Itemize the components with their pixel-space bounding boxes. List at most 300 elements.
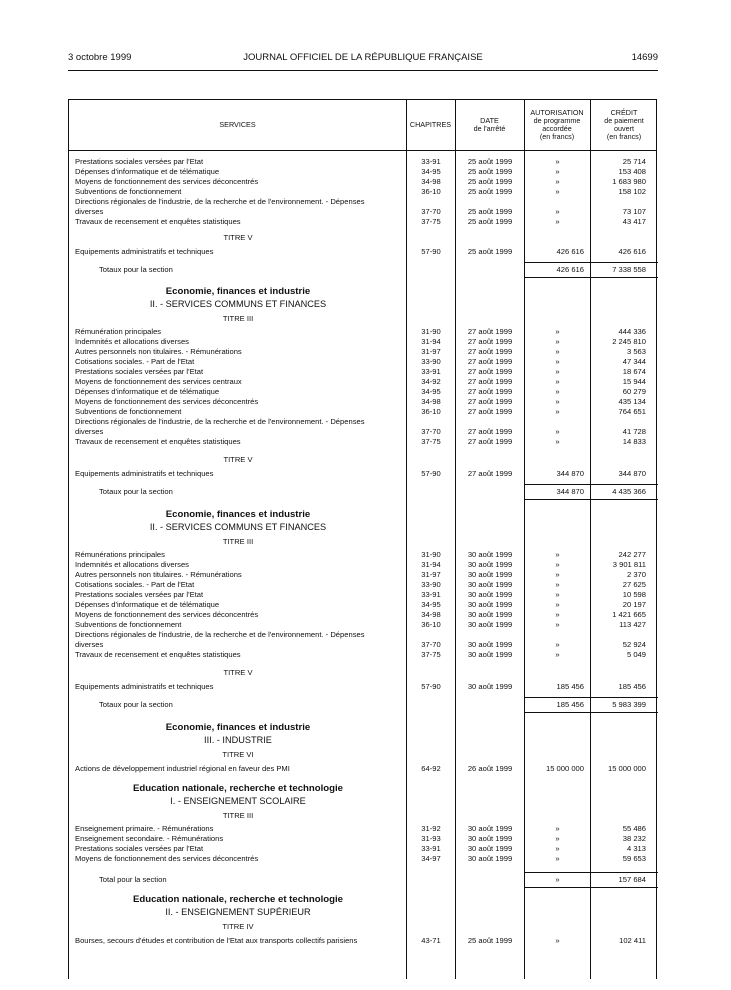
credit-cell: 113 427 xyxy=(619,620,646,629)
titre-heading: TITRE IV xyxy=(222,922,254,931)
date-cell: 27 août 1999 xyxy=(467,407,513,416)
service-label xyxy=(75,764,405,774)
table-row xyxy=(69,427,658,437)
service-label xyxy=(75,610,405,620)
service-label xyxy=(75,650,405,660)
autorisation-cell: » xyxy=(555,167,560,176)
chapitre-cell: 34-95 xyxy=(421,167,441,176)
date-cell: 27 août 1999 xyxy=(467,337,513,346)
table-row xyxy=(69,550,658,560)
totals-rule xyxy=(524,712,658,713)
date-cell: 27 août 1999 xyxy=(467,387,513,396)
titre-heading: TITRE V xyxy=(223,233,253,242)
service-label xyxy=(75,167,405,177)
chapitre-cell: 31-94 xyxy=(421,560,441,569)
service-text: Prestations sociales versées par l'Etat xyxy=(75,844,204,853)
credit-cell: 10 598 xyxy=(622,590,646,599)
service-text: Prestations sociales versées par l'Etat xyxy=(75,367,204,376)
table-row xyxy=(69,417,658,427)
credit-cell: 5 049 xyxy=(626,650,646,659)
chapitre-cell: 36-10 xyxy=(421,187,441,196)
credit-cell: 2 245 810 xyxy=(612,337,646,346)
date-cell: 30 août 1999 xyxy=(467,834,513,843)
date-cell: 27 août 1999 xyxy=(467,427,513,436)
table-row xyxy=(69,197,658,207)
table-row xyxy=(69,590,658,600)
service-label xyxy=(75,620,405,630)
chapitre-cell: 37-70 xyxy=(421,640,441,649)
credit-cell: 73 107 xyxy=(622,207,646,216)
section-subtitle: II. - SERVICES COMMUNS ET FINANCES xyxy=(149,299,327,309)
table-row xyxy=(69,834,658,844)
totals-text: Totaux pour la section xyxy=(99,700,173,709)
service-text: Prestations sociales versées par l'Etat xyxy=(75,590,204,599)
date-cell: 30 août 1999 xyxy=(467,844,513,853)
totals-credit: 157 684 xyxy=(618,875,646,884)
credit-cell: 52 924 xyxy=(622,640,646,649)
table-row xyxy=(69,650,658,660)
date-cell: 30 août 1999 xyxy=(467,682,513,691)
service-label xyxy=(75,630,405,640)
credit-cell: 1 683 980 xyxy=(612,177,646,186)
table-row xyxy=(69,207,658,217)
section-title: Economie, finances et industrie xyxy=(165,286,311,297)
totals-text: Total pour la section xyxy=(99,875,167,884)
service-text: diverses xyxy=(75,207,104,216)
page-number: 14699 xyxy=(631,52,658,63)
table-row xyxy=(69,682,658,692)
autorisation-cell: » xyxy=(555,357,560,366)
date-cell: 30 août 1999 xyxy=(467,590,513,599)
service-text: Travaux de recensement et enquêtes statistiques xyxy=(75,437,241,446)
service-text: Indemnités et allocations diverses xyxy=(75,560,189,569)
chapitre-cell: 31-90 xyxy=(421,327,441,336)
totals-autorisation: 344 870 xyxy=(556,487,584,496)
chapitre-cell: 31-97 xyxy=(421,570,441,579)
credit-cell: 185 456 xyxy=(618,682,646,691)
service-text: Rémunération principales xyxy=(75,327,162,336)
autorisation-cell: » xyxy=(555,580,560,589)
autorisation-cell: » xyxy=(555,854,560,863)
chapitre-cell: 36-10 xyxy=(421,407,441,416)
service-label xyxy=(75,397,405,407)
service-text: Moyens de fonctionnement des services déconcentrés xyxy=(75,177,259,186)
section-title: Economie, finances et industrie xyxy=(165,509,311,520)
chapitre-cell: 43-71 xyxy=(421,936,441,945)
totals-rule xyxy=(524,697,658,698)
totals-credit: 4 435 366 xyxy=(612,487,646,496)
service-label xyxy=(75,824,405,834)
chapitre-cell: 37-75 xyxy=(421,650,441,659)
autorisation-cell: » xyxy=(555,397,560,406)
chapitre-cell: 34-98 xyxy=(421,610,441,619)
autorisation-cell: » xyxy=(555,427,560,436)
credit-cell: 14 833 xyxy=(622,437,646,446)
date-cell: 27 août 1999 xyxy=(467,377,513,386)
service-text: Subventions de fonctionnement xyxy=(75,187,182,196)
autorisation-cell: » xyxy=(555,437,560,446)
credit-cell: 158 102 xyxy=(618,187,646,196)
credit-cell: 4 313 xyxy=(626,844,646,853)
titre-heading: TITRE III xyxy=(222,314,254,323)
table-row xyxy=(69,764,658,774)
service-label xyxy=(75,590,405,600)
section-title: Economie, finances et industrie xyxy=(165,722,311,733)
service-text: Directions régionales de l'industrie, de la recherche et de l'environnement. - Dépenses xyxy=(75,197,365,206)
autorisation-cell: 426 616 xyxy=(556,247,584,256)
chapitre-cell: 36-10 xyxy=(421,620,441,629)
autorisation-cell: » xyxy=(555,610,560,619)
table-row xyxy=(69,844,658,854)
titre-heading: TITRE V xyxy=(223,455,253,464)
titre-heading: TITRE III xyxy=(222,537,254,546)
service-text: diverses xyxy=(75,640,104,649)
date-cell: 30 août 1999 xyxy=(467,580,513,589)
chapitre-cell: 37-70 xyxy=(421,207,441,216)
service-label xyxy=(75,337,405,347)
service-text: Equipements administratifs et techniques xyxy=(75,469,214,478)
service-label xyxy=(75,570,405,580)
page-header xyxy=(68,52,658,66)
service-label xyxy=(75,854,405,864)
service-text: diverses xyxy=(75,427,104,436)
autorisation-cell: 344 870 xyxy=(556,469,584,478)
totals-autorisation: 426 616 xyxy=(556,265,584,274)
section-subtitle: III. - INDUSTRIE xyxy=(204,735,272,745)
credit-cell: 764 651 xyxy=(618,407,646,416)
issue-date: 3 octobre 1999 xyxy=(68,52,132,63)
table-row xyxy=(69,610,658,620)
totals-autorisation: 185 456 xyxy=(556,700,584,709)
date-cell: 30 août 1999 xyxy=(467,824,513,833)
table-row xyxy=(69,167,658,177)
date-cell: 26 août 1999 xyxy=(467,764,513,773)
autorisation-cell: » xyxy=(555,570,560,579)
service-label xyxy=(75,247,405,257)
service-text: Subventions de fonctionnement xyxy=(75,407,182,416)
table-row xyxy=(69,177,658,187)
chapitre-cell: 33-91 xyxy=(421,157,441,166)
date-cell: 30 août 1999 xyxy=(467,560,513,569)
service-label xyxy=(75,377,405,387)
section-title: Education nationale, recherche et technologie xyxy=(132,783,344,794)
service-label xyxy=(75,437,405,447)
date-cell: 25 août 1999 xyxy=(467,177,513,186)
credit-cell: 47 344 xyxy=(622,357,646,366)
service-label xyxy=(75,682,405,692)
titre-heading: TITRE VI xyxy=(222,750,254,759)
table-row xyxy=(69,367,658,377)
credit-cell: 1 421 665 xyxy=(612,610,646,619)
service-label xyxy=(75,197,405,207)
service-label xyxy=(75,417,405,427)
totals-text: Totaux pour la section xyxy=(99,487,173,496)
autorisation-cell: » xyxy=(555,560,560,569)
credit-cell: 15 944 xyxy=(622,377,646,386)
date-cell: 27 août 1999 xyxy=(467,367,513,376)
service-text: Moyens de fonctionnement des services centraux xyxy=(75,377,242,386)
table-row xyxy=(69,157,658,167)
titre-heading: TITRE III xyxy=(222,811,254,820)
table-row xyxy=(69,560,658,570)
table-row xyxy=(69,469,658,479)
table-row xyxy=(69,377,658,387)
date-cell: 30 août 1999 xyxy=(467,610,513,619)
service-text: Prestations sociales versées par l'Etat xyxy=(75,157,204,166)
chapitre-cell: 33-91 xyxy=(421,590,441,599)
date-cell: 25 août 1999 xyxy=(467,247,513,256)
chapitre-cell: 34-95 xyxy=(421,387,441,396)
service-text: Equipements administratifs et techniques xyxy=(75,247,214,256)
header-divider xyxy=(69,150,656,151)
credit-cell: 41 728 xyxy=(622,427,646,436)
section-subtitle: II. - SERVICES COMMUNS ET FINANCES xyxy=(149,522,327,532)
table-row xyxy=(69,936,658,946)
autorisation-cell: » xyxy=(555,834,560,843)
chapitre-cell: 34-97 xyxy=(421,854,441,863)
totals-rule xyxy=(524,262,658,263)
date-cell: 30 août 1999 xyxy=(467,550,513,559)
col-header-chapitres: CHAPITRES xyxy=(409,120,452,129)
table-row xyxy=(69,824,658,834)
credit-cell: 43 417 xyxy=(622,217,646,226)
service-text: Autres personnels non titulaires. - Rémunérations xyxy=(75,570,242,579)
autorisation-cell: » xyxy=(555,387,560,396)
service-text: Enseignement secondaire. - Rémunérations xyxy=(75,834,224,843)
service-label xyxy=(75,177,405,187)
autorisation-cell: » xyxy=(555,347,560,356)
chapitre-cell: 31-97 xyxy=(421,347,441,356)
section-subtitle: I. - ENSEIGNEMENT SCOLAIRE xyxy=(170,796,306,806)
chapitre-cell: 64-92 xyxy=(421,764,441,773)
autorisation-cell: » xyxy=(555,367,560,376)
service-label xyxy=(75,207,405,217)
service-text: Autres personnels non titulaires. - Rémunérations xyxy=(75,347,242,356)
autorisation-cell: » xyxy=(555,187,560,196)
table-row xyxy=(69,580,658,590)
autorisation-cell: » xyxy=(555,640,560,649)
table-row xyxy=(69,570,658,580)
table-row xyxy=(69,600,658,610)
autorisation-cell: » xyxy=(555,337,560,346)
service-text: Dépenses d'informatique et de télématique xyxy=(75,600,220,609)
totals-label xyxy=(99,874,399,886)
autorisation-cell: » xyxy=(555,377,560,386)
date-cell: 30 août 1999 xyxy=(467,620,513,629)
service-label xyxy=(75,427,405,437)
table-row xyxy=(69,407,658,417)
header-rule xyxy=(68,70,658,71)
autorisation-cell: » xyxy=(555,650,560,659)
chapitre-cell: 34-92 xyxy=(421,377,441,386)
totals-rule xyxy=(524,872,658,873)
credit-cell: 102 411 xyxy=(619,936,646,945)
credit-cell: 15 000 000 xyxy=(607,764,646,773)
date-cell: 27 août 1999 xyxy=(467,397,513,406)
credit-cell: 18 674 xyxy=(622,367,646,376)
service-label xyxy=(75,580,405,590)
totals-row xyxy=(69,264,658,276)
credit-cell: 55 486 xyxy=(622,824,646,833)
credit-cell: 25 714 xyxy=(622,157,646,166)
date-cell: 30 août 1999 xyxy=(467,640,513,649)
date-cell: 25 août 1999 xyxy=(467,217,513,226)
service-text: Travaux de recensement et enquêtes statistiques xyxy=(75,650,241,659)
totals-rule xyxy=(524,887,658,888)
credit-cell: 2 370 xyxy=(626,570,646,579)
credits-table xyxy=(68,99,657,979)
table-row xyxy=(69,247,658,257)
chapitre-cell: 31-94 xyxy=(421,337,441,346)
service-label xyxy=(75,187,405,197)
totals-text: Totaux pour la section xyxy=(99,265,173,274)
table-row xyxy=(69,347,658,357)
table-row xyxy=(69,640,658,650)
table-row xyxy=(69,630,658,640)
autorisation-cell: » xyxy=(555,936,560,945)
chapitre-cell: 31-90 xyxy=(421,550,441,559)
totals-row xyxy=(69,699,658,711)
credit-cell: 3 901 811 xyxy=(612,560,646,569)
chapitre-cell: 34-98 xyxy=(421,397,441,406)
date-cell: 25 août 1999 xyxy=(467,167,513,176)
credit-cell: 435 134 xyxy=(618,397,646,406)
date-cell: 25 août 1999 xyxy=(467,207,513,216)
credit-cell: 153 408 xyxy=(618,167,646,176)
autorisation-cell: » xyxy=(555,550,560,559)
service-text: Moyens de fonctionnement des services déconcentrés xyxy=(75,854,259,863)
date-cell: 25 août 1999 xyxy=(467,187,513,196)
autorisation-cell: » xyxy=(555,824,560,833)
chapitre-cell: 33-91 xyxy=(421,844,441,853)
service-text: Travaux de recensement et enquêtes statistiques xyxy=(75,217,241,226)
date-cell: 30 août 1999 xyxy=(467,650,513,659)
totals-rule xyxy=(524,277,658,278)
date-cell: 27 août 1999 xyxy=(467,469,513,478)
chapitre-cell: 37-70 xyxy=(421,427,441,436)
credit-cell: 444 336 xyxy=(618,327,646,336)
titre-heading: TITRE V xyxy=(223,668,253,677)
autorisation-cell: 15 000 000 xyxy=(545,764,584,773)
chapitre-cell: 34-95 xyxy=(421,600,441,609)
date-cell: 30 août 1999 xyxy=(467,570,513,579)
chapitre-cell: 34-98 xyxy=(421,177,441,186)
date-cell: 27 août 1999 xyxy=(467,357,513,366)
service-label xyxy=(75,600,405,610)
service-label xyxy=(75,640,405,650)
credit-cell: 38 232 xyxy=(622,834,646,843)
totals-label xyxy=(99,264,399,276)
totals-label xyxy=(99,699,399,711)
table-row xyxy=(69,397,658,407)
table-row xyxy=(69,187,658,197)
table-row xyxy=(69,620,658,630)
section-title: Education nationale, recherche et technologie xyxy=(132,894,344,905)
table-row xyxy=(69,217,658,227)
chapitre-cell: 31-92 xyxy=(421,824,441,833)
autorisation-cell: » xyxy=(555,600,560,609)
credit-cell: 344 870 xyxy=(618,469,646,478)
totals-credit: 5 983 399 xyxy=(612,700,646,709)
service-text: Moyens de fonctionnement des services déconcentrés xyxy=(75,610,259,619)
service-text: Bourses, secours d'études et contribution de l'Etat aux transports collectifs parisiens xyxy=(75,936,358,945)
journal-title: JOURNAL OFFICIEL DE LA RÉPUBLIQUE FRANÇAISE xyxy=(243,52,483,63)
credit-cell: 27 625 xyxy=(622,580,646,589)
date-cell: 27 août 1999 xyxy=(467,437,513,446)
chapitre-cell: 57-90 xyxy=(421,469,441,478)
credit-cell: 426 616 xyxy=(618,247,646,256)
col-header-date: DATE de l'arrêté xyxy=(473,116,506,133)
date-cell: 27 août 1999 xyxy=(467,347,513,356)
service-text: Equipements administratifs et techniques xyxy=(75,682,214,691)
service-label xyxy=(75,550,405,560)
credit-cell: 60 279 xyxy=(622,387,646,396)
autorisation-cell: » xyxy=(555,590,560,599)
table-row xyxy=(69,387,658,397)
date-cell: 25 août 1999 xyxy=(467,157,513,166)
service-label xyxy=(75,157,405,167)
autorisation-cell: » xyxy=(555,207,560,216)
service-text: Dépenses d'informatique et de télématique xyxy=(75,387,220,396)
service-label xyxy=(75,844,405,854)
table-row xyxy=(69,357,658,367)
autorisation-cell: » xyxy=(555,217,560,226)
table-row xyxy=(69,437,658,447)
service-label xyxy=(75,387,405,397)
autorisation-cell: » xyxy=(555,327,560,336)
date-cell: 30 août 1999 xyxy=(467,854,513,863)
service-label xyxy=(75,834,405,844)
chapitre-cell: 37-75 xyxy=(421,437,441,446)
chapitre-cell: 37-75 xyxy=(421,217,441,226)
service-label xyxy=(75,367,405,377)
service-label xyxy=(75,469,405,479)
totals-credit: 7 338 558 xyxy=(612,265,646,274)
date-cell: 25 août 1999 xyxy=(467,936,513,945)
service-label xyxy=(75,357,405,367)
totals-row xyxy=(69,874,658,886)
service-label xyxy=(75,560,405,570)
service-text: Cotisations sociales. - Part de l'Etat xyxy=(75,357,195,366)
autorisation-cell: » xyxy=(555,620,560,629)
autorisation-cell: » xyxy=(555,157,560,166)
date-cell: 27 août 1999 xyxy=(467,327,513,336)
service-label xyxy=(75,936,405,946)
credit-cell: 20 197 xyxy=(622,600,646,609)
service-text: Dépenses d'informatique et de télématique xyxy=(75,167,220,176)
credit-cell: 242 277 xyxy=(618,550,646,559)
totals-rule xyxy=(524,499,658,500)
totals-autorisation: » xyxy=(555,875,560,884)
autorisation-cell: » xyxy=(555,177,560,186)
service-text: Directions régionales de l'industrie, de la recherche et de l'environnement. - Dépenses xyxy=(75,417,365,426)
service-text: Rémunérations principales xyxy=(75,550,165,559)
service-label xyxy=(75,217,405,227)
service-text: Enseignement primaire. - Rémunérations xyxy=(75,824,214,833)
totals-rule xyxy=(524,484,658,485)
totals-row xyxy=(69,486,658,498)
chapitre-cell: 57-90 xyxy=(421,682,441,691)
service-text: Cotisations sociales. - Part de l'Etat xyxy=(75,580,195,589)
chapitre-cell: 33-91 xyxy=(421,367,441,376)
service-label xyxy=(75,327,405,337)
section-subtitle: II. - ENSEIGNEMENT SUPÉRIEUR xyxy=(165,907,311,917)
service-text: Subventions de fonctionnement xyxy=(75,620,182,629)
chapitre-cell: 33-90 xyxy=(421,357,441,366)
credit-cell: 59 653 xyxy=(622,854,646,863)
chapitre-cell: 31-93 xyxy=(421,834,441,843)
service-text: Indemnités et allocations diverses xyxy=(75,337,189,346)
